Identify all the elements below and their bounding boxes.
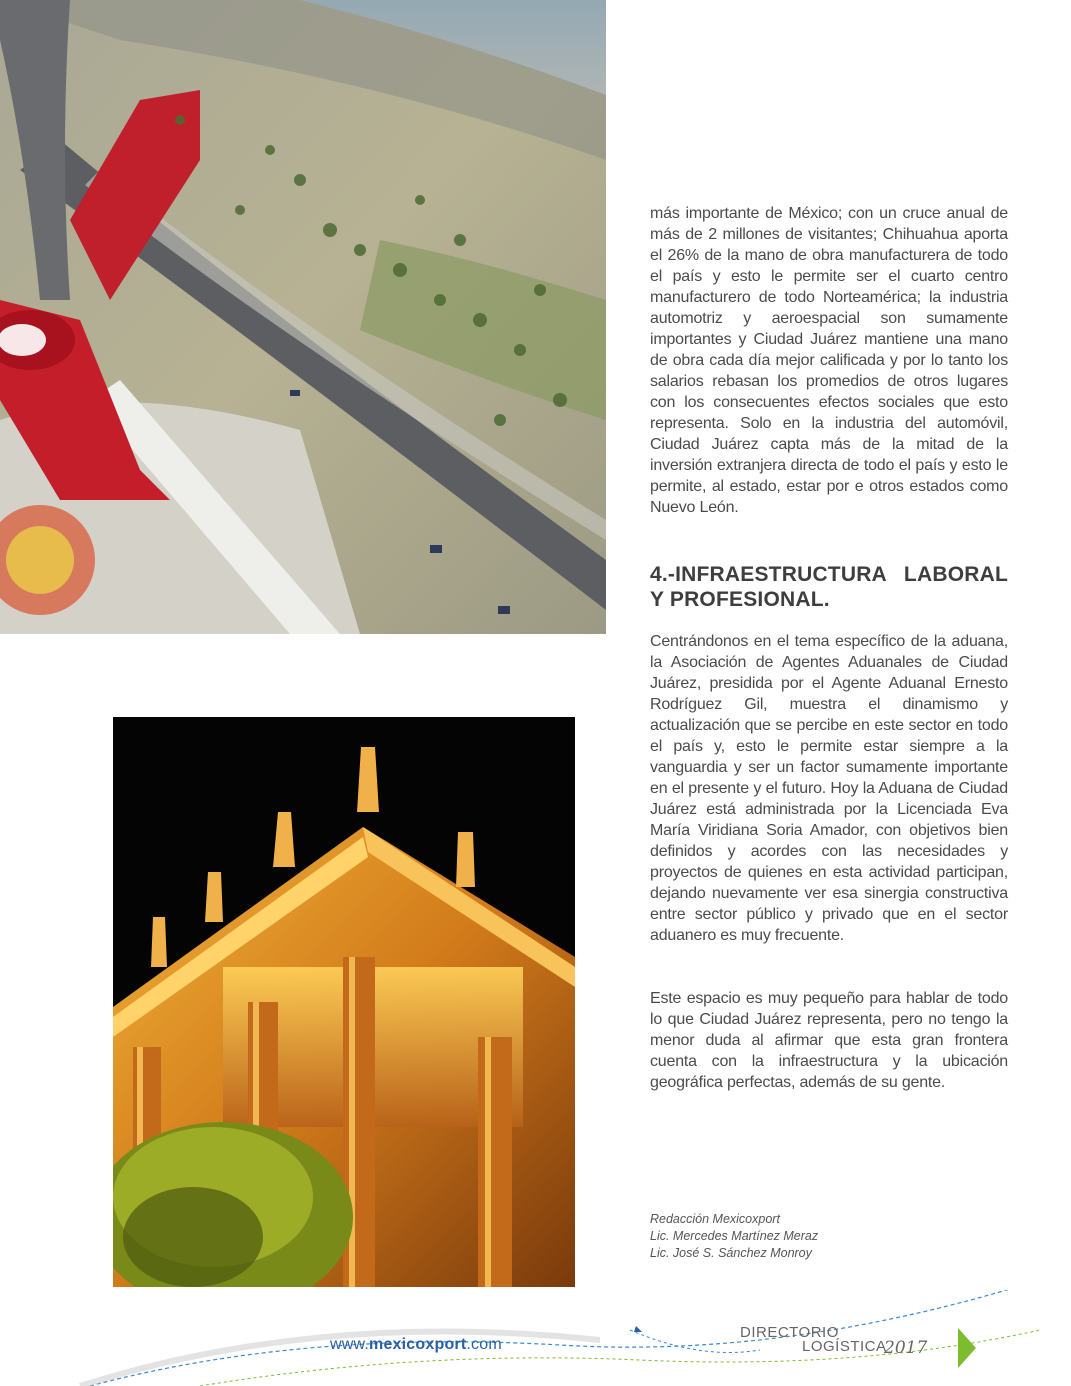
section-heading: 4.-INFRAESTRUCTURA LABORAL Y PROFESIONAL. <box>650 563 1008 611</box>
website-brand: mexicoxport <box>369 1336 467 1353</box>
directorio-logistica-logo <box>740 1322 960 1366</box>
next-page-arrow-icon[interactable] <box>958 1328 976 1368</box>
aerial-city-photo <box>0 0 606 634</box>
aerial-photo-icon <box>0 0 606 634</box>
article-paragraph-3: Este espacio es muy pequeño para hablar de todo lo que Ciudad Juárez representa, pero no tengo la menor duda al afirmar que esta gran frontera cuenta con la infraestructura y la ubicación geográfica perfectas, además de su gente. <box>650 990 1008 1091</box>
website-prefix: www. <box>330 1336 370 1353</box>
theater-night-photo <box>113 717 575 1287</box>
brand-year: 2017 <box>884 1338 928 1358</box>
theater-photo-icon <box>113 717 575 1287</box>
article-paragraph-2: Centrándonos en el tema específico de la aduana, la Asociación de Agentes Aduanales de Ciudad Juárez, presidida por el Agente Aduanal Ernesto Rodríguez Gil, muestra el dinamismo y actualización que se percibe en este sector en todo el país y, esto le permite estar siempre a la vanguardia y ser un factor sumamente importante en el presente y el futuro. Hoy la Aduana de Ciudad Juárez está administrada por la Licenciada Eva María Viridiana Soria Amador, con objetivos bien definidos y acordes con las necesidades y proyectos de quienes en esta actividad participan, dejando nuevamente ver esa sinergia constructiva entre sector público y privado que en el sector aduanero es muy frecuente. <box>650 633 1008 944</box>
brand-line-2: LOGÍSTICA <box>802 1338 887 1355</box>
credit-line: Lic. Mercedes Martínez Meraz <box>650 1229 819 1243</box>
credit-line: Lic. José S. Sánchez Monroy <box>650 1246 812 1260</box>
author-credits <box>650 1211 1008 1262</box>
credit-line: Redacción Mexicoxport <box>650 1212 780 1226</box>
website-suffix: .com <box>466 1336 502 1353</box>
brand-line-1: DIRECTORIO <box>740 1324 839 1341</box>
article-paragraph-1: más importante de México; con un cruce anual de más de 2 millones de visitantes; Chihuahua aporta el 26% de la mano de obra manufacturera de todo el país y esto le permite ser el cuarto centro manufacturero de todo Norteamérica; la industria automotriz y aeroespacial son sumamente importantes y Ciudad Juárez mantiene una mano de obra cada día mejor calificada y por lo tanto los salarios rebasan los promedios de otros lugares con los consecuentes efectos sociales que esto representa. Solo en la industria del automóvil, Ciudad Juárez capta más de la mitad de la inversión extranjera directa de todo el país y esto le permite, al estado, estar por e otros estados como Nuevo León. <box>650 205 1008 516</box>
website-link[interactable] <box>330 1336 502 1354</box>
